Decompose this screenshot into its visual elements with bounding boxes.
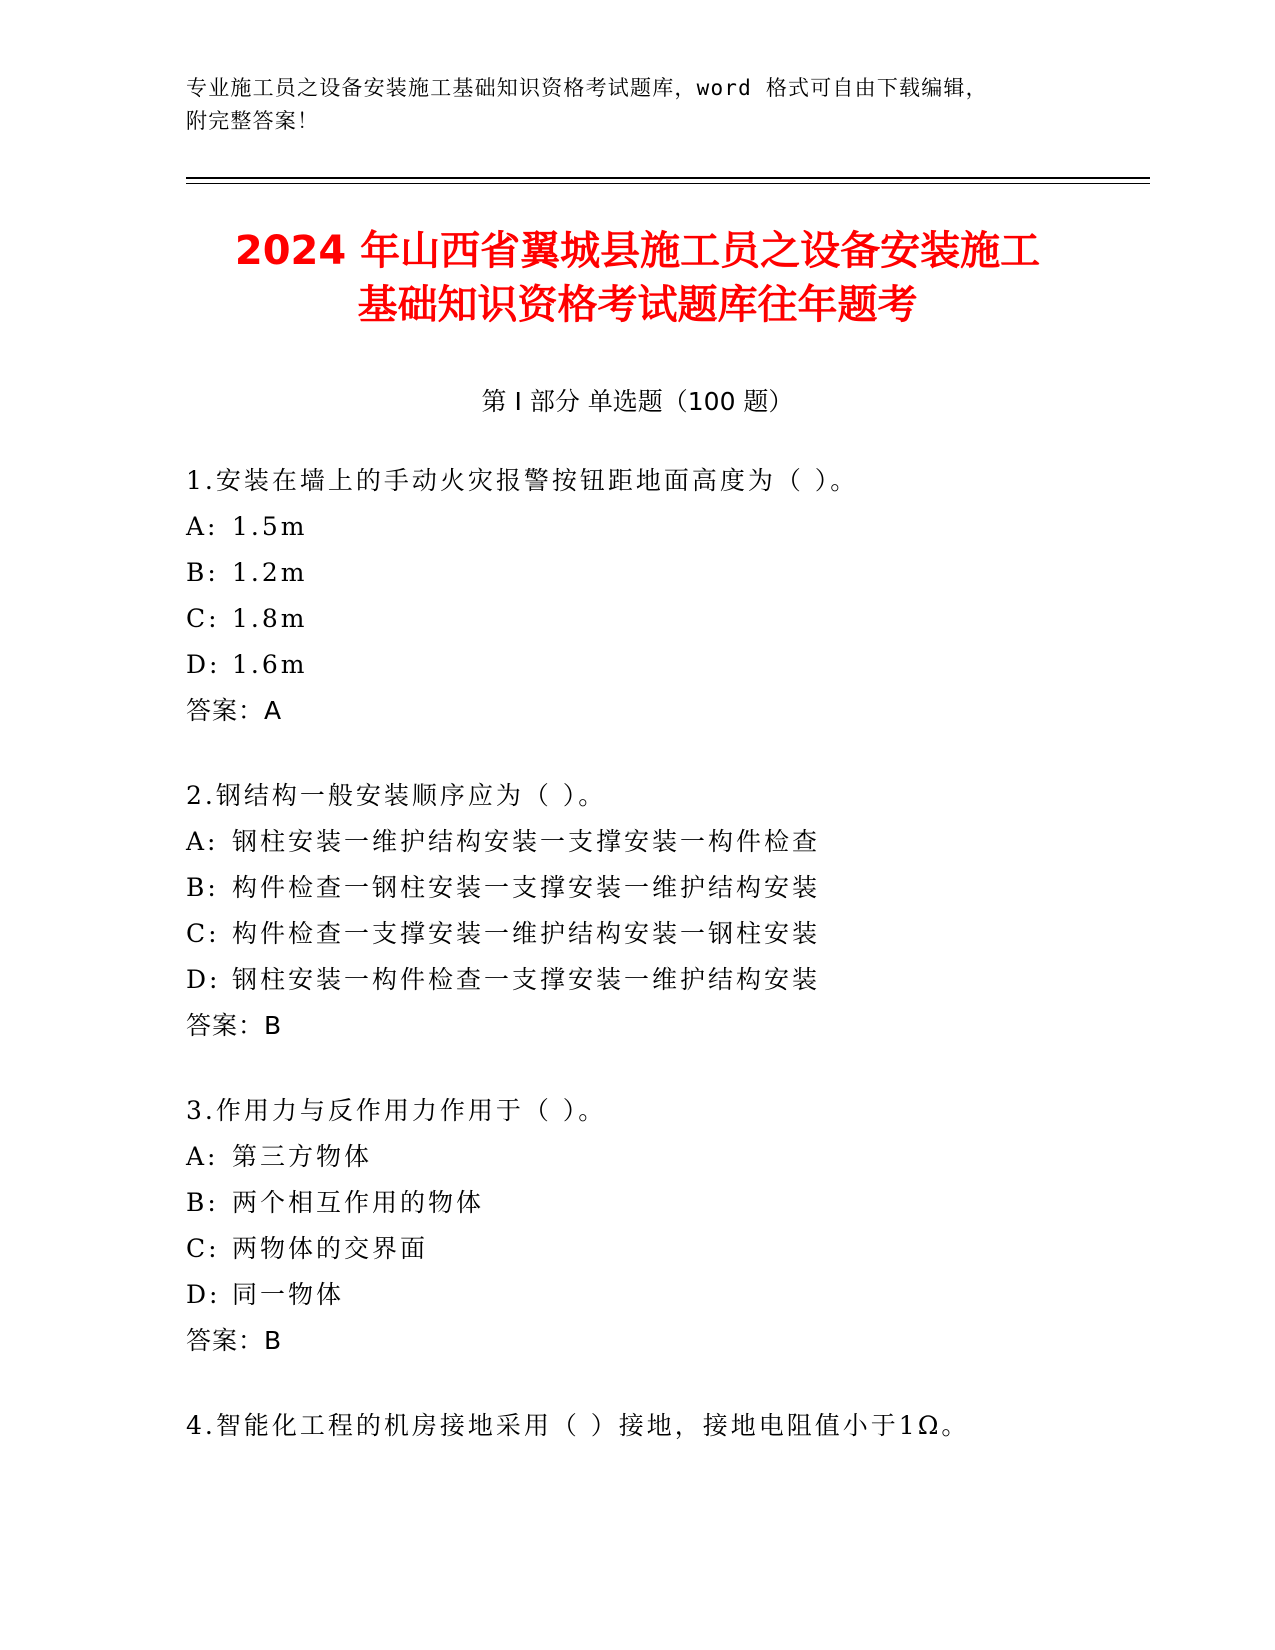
- answer-line: [186, 1318, 1146, 1364]
- header-note-line-2: 附完整答案！: [186, 109, 320, 133]
- answer-value: A: [264, 696, 283, 725]
- option-text: 1.6m: [232, 650, 308, 679]
- answer-label: 答案：: [186, 696, 265, 725]
- option-text: 1.5m: [232, 512, 308, 541]
- option-text: 钢柱安装一维护结构安装一支撑安装一构件检查: [232, 827, 821, 856]
- option-letter: C:: [186, 919, 220, 948]
- header-divider-thin: [186, 183, 1150, 184]
- header-note-line-1: 专业施工员之设备安装施工基础知识资格考试题库，word 格式可自由下载编辑，: [186, 76, 988, 100]
- option-c: [186, 911, 1146, 957]
- question-1: [186, 458, 1146, 734]
- question-stem: 4.智能化工程的机房接地采用（ ）接地，接地电阻值小于1Ω。: [186, 1411, 970, 1440]
- option-letter: B:: [186, 873, 219, 902]
- option-letter: D:: [186, 1280, 221, 1309]
- option-text: 钢柱安装一构件检查一支撑安装一维护结构安装: [232, 965, 821, 994]
- option-text: 构件检查一钢柱安装一支撑安装一维护结构安装: [232, 873, 821, 902]
- header-divider-thick: [186, 177, 1150, 179]
- answer-label: 答案：: [186, 1011, 265, 1040]
- option-c: [186, 596, 1146, 642]
- option-text: 构件检查一支撑安装一维护结构安装一钢柱安装: [232, 919, 821, 948]
- answer-line: [186, 1003, 1146, 1049]
- option-text: 1.2m: [232, 558, 308, 587]
- answer-label: 答案：: [186, 1326, 265, 1355]
- option-b: [186, 550, 1146, 596]
- document-title: [100, 224, 1175, 332]
- header-note: [186, 72, 1086, 138]
- option-text: 两个相互作用的物体: [232, 1188, 485, 1217]
- option-text: 第三方物体: [232, 1142, 373, 1171]
- option-letter: B:: [186, 1188, 219, 1217]
- answer-value: B: [264, 1011, 283, 1040]
- option-d: [186, 957, 1146, 1003]
- option-text: 同一物体: [232, 1280, 345, 1309]
- option-c: [186, 1226, 1146, 1272]
- option-letter: B:: [186, 558, 219, 587]
- option-d: [186, 642, 1146, 688]
- option-a: [186, 1134, 1146, 1180]
- document-title-line-1: 2024 年山西省翼城县施工员之设备安装施工: [234, 228, 1041, 274]
- option-letter: D:: [186, 965, 221, 994]
- section-heading: 第 I 部分 单选题（100 题）: [481, 387, 794, 416]
- option-a: [186, 504, 1146, 550]
- question-4: [186, 1403, 1146, 1449]
- question-stem: 1.安装在墙上的手动火灾报警按钮距地面高度为（ ）。: [186, 466, 859, 495]
- option-b: [186, 865, 1146, 911]
- option-letter: A:: [186, 827, 219, 856]
- option-text: 两物体的交界面: [232, 1234, 429, 1263]
- answer-line: [186, 688, 1146, 734]
- option-text: 1.8m: [232, 604, 308, 633]
- question-stem: 2.钢结构一般安装顺序应为（ ）。: [186, 781, 607, 810]
- option-letter: D:: [186, 650, 221, 679]
- option-d: [186, 1272, 1146, 1318]
- question-3: [186, 1088, 1146, 1364]
- answer-value: B: [264, 1326, 283, 1355]
- option-a: [186, 819, 1146, 865]
- option-b: [186, 1180, 1146, 1226]
- option-letter: A:: [186, 1142, 219, 1171]
- question-stem: 3.作用力与反作用力作用于（ ）。: [186, 1096, 607, 1125]
- question-2: [186, 773, 1146, 1049]
- option-letter: A:: [186, 512, 219, 541]
- option-letter: C:: [186, 604, 220, 633]
- option-letter: C:: [186, 1234, 220, 1263]
- document-title-line-2: 基础知识资格考试题库往年题考: [357, 282, 918, 328]
